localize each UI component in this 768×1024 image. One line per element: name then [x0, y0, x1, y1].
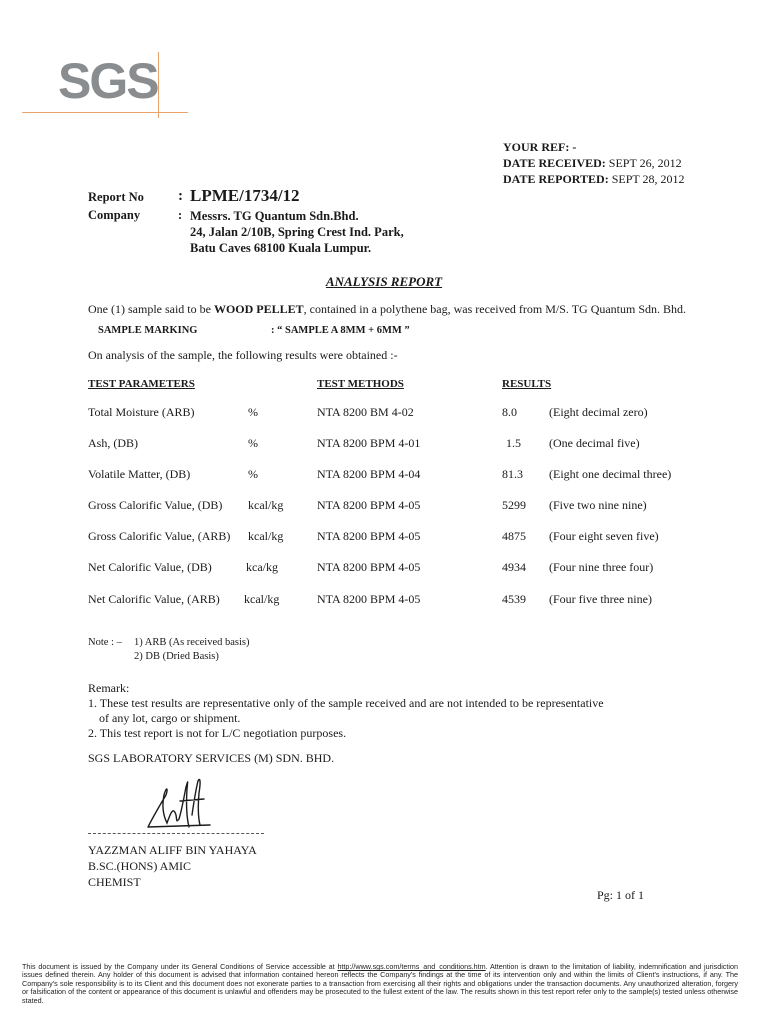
note-line-2: 2) DB (Dried Basis)	[134, 651, 219, 662]
report-no-value: LPME/1734/12	[190, 186, 300, 205]
row-7-param: Net Calorific Value, (ARB)	[88, 592, 220, 606]
remark-label: Remark:	[88, 681, 130, 695]
row-7-method: NTA 8200 BPM 4-05	[317, 592, 421, 606]
row-3-method: NTA 8200 BPM 4-04	[317, 467, 421, 481]
row-4-unit: kcal/kg	[248, 498, 284, 512]
company-address-line-1: 24, Jalan 2/10B, Spring Crest Ind. Park,	[190, 225, 404, 239]
company-address-line-2: Batu Caves 68100 Kuala Lumpur.	[190, 241, 372, 255]
row-6-unit: kca/kg	[246, 560, 278, 574]
row-1-unit: %	[248, 405, 258, 419]
row-6-value: 4934	[502, 560, 526, 574]
your-ref: YOUR REF: -	[503, 140, 577, 154]
signatory-name: YAZZMAN ALIFF BIN YAHAYA	[88, 843, 257, 857]
row-4-value: 5299	[502, 498, 526, 512]
remark-line-2: of any lot, cargo or shipment.	[99, 711, 241, 725]
row-4-words: (Five two nine nine)	[549, 498, 647, 512]
date-received-label: DATE RECEIVED:	[503, 156, 606, 170]
company-address	[190, 208, 404, 256]
row-1-value: 8.0	[502, 405, 517, 419]
row-7-value: 4539	[502, 592, 526, 606]
handwritten-signature	[140, 775, 220, 833]
footer-disclaimer	[22, 963, 738, 1005]
row-3-value: 81.3	[502, 467, 523, 481]
signature-line	[88, 833, 264, 834]
date-reported-value: SEPT 28, 2012	[611, 172, 685, 186]
col-header-test-methods: TEST METHODS	[317, 378, 404, 390]
footer-pre: This document is issued by the Company under its General Conditions of Service accessible at	[22, 962, 338, 971]
row-1-method: NTA 8200 BM 4-02	[317, 405, 414, 419]
intro-sentence	[88, 302, 748, 317]
date-received-value: SEPT 26, 2012	[608, 156, 682, 170]
row-6-method: NTA 8200 BPM 4-05	[317, 560, 421, 574]
row-3-words: (Eight one decimal three)	[549, 467, 672, 481]
company-label: Company	[88, 208, 141, 222]
report-no-label: Report No	[88, 190, 144, 204]
row-2-method: NTA 8200 BPM 4-01	[317, 436, 421, 450]
sample-marking-value: : “ SAMPLE A 8MM + 6MM ”	[271, 325, 410, 336]
note-line-1: 1) ARB (As received basis)	[134, 637, 250, 648]
row-2-unit: %	[248, 436, 258, 450]
report-title: ANALYSIS REPORT	[325, 274, 443, 289]
row-6-words: (Four nine three four)	[549, 560, 654, 574]
signatory-qualification: B.SC.(HONS) AMIC	[88, 859, 192, 873]
col-header-results: RESULTS	[502, 378, 552, 390]
sgs-logo: SGS	[58, 53, 158, 109]
remark-line-3: 2. This test report is not for L/C negotiation purposes.	[88, 726, 347, 740]
row-2-words: (One decimal five)	[549, 436, 640, 450]
row-5-words: (Four eight seven five)	[549, 529, 659, 543]
note-lines	[134, 636, 249, 664]
analysis-sentence: On analysis of the sample, the following results were obtained :-	[88, 348, 398, 362]
date-reported	[503, 171, 685, 187]
sample-marking-label: SAMPLE MARKING	[98, 325, 198, 336]
lab-name: SGS LABORATORY SERVICES (M) SDN. BHD.	[88, 751, 335, 765]
report-no-colon: :	[178, 188, 183, 204]
signatory-role: CHEMIST	[88, 875, 141, 889]
intro-pre: One (1) sample said to be	[88, 302, 214, 316]
row-4-param: Gross Calorific Value, (DB)	[88, 498, 223, 512]
col-header-test-parameters: TEST PARAMETERS	[88, 378, 195, 390]
row-6-param: Net Calorific Value, (DB)	[88, 560, 212, 574]
row-5-method: NTA 8200 BPM 4-05	[317, 529, 421, 543]
date-reported-label: DATE REPORTED:	[503, 172, 609, 186]
page-indicator: Pg: 1 of 1	[597, 888, 645, 902]
row-5-value: 4875	[502, 529, 526, 543]
date-received	[503, 155, 685, 171]
footer-terms-link[interactable]: http://www.sgs.com/terms_and_conditions.htm	[337, 962, 486, 971]
footer-post: . Attention is drawn to the limitation of liability, indemnification and jurisdiction issues defined therein. Any holder of this document is advised that information contained hereon reflects the Company's findings at the time of its intervention only and within the limits of Client's instructions, if any. The Company's sole responsibility is to its Client and this document does not exonerate parties to a transaction from exercising all their rights and obligations under the transaction documents. Any unauthorized alteration, forgery or falsification of the content or appearance of this document is unlawful and offenders may be prosecuted to the fullest extent of the law. The results shown in this test report refer only to the sample(s) tested unless otherwise stated.	[22, 962, 738, 1005]
row-1-param: Total Moisture (ARB)	[88, 405, 195, 419]
row-5-unit: kcal/kg	[248, 529, 284, 543]
remark-block	[88, 681, 738, 741]
remark-line-1: 1. These test results are representative only of the sample received and are not intended to be representative	[88, 696, 604, 710]
company-name: Messrs. TG Quantum Sdn.Bhd.	[190, 209, 359, 223]
row-1-words: (Eight decimal zero)	[549, 405, 648, 419]
signatory-block	[88, 842, 257, 890]
company-colon: :	[178, 208, 183, 222]
reference-block	[503, 139, 685, 187]
row-4-method: NTA 8200 BPM 4-05	[317, 498, 421, 512]
row-3-unit: %	[248, 467, 258, 481]
note-label: Note : –	[88, 637, 122, 648]
row-3-param: Volatile Matter, (DB)	[88, 467, 191, 481]
row-7-words: (Four five three nine)	[549, 592, 652, 606]
intro-post: , contained in a polythene bag, was received from M/S. TG Quantum Sdn. Bhd.	[303, 302, 687, 316]
row-2-param: Ash, (DB)	[88, 436, 138, 450]
intro-sample-type: WOOD PELLET	[213, 302, 304, 316]
row-7-unit: kcal/kg	[244, 592, 280, 606]
logo-rule-vertical	[158, 52, 159, 118]
logo-rule-horizontal	[22, 112, 188, 113]
row-5-param: Gross Calorific Value, (ARB)	[88, 529, 231, 543]
row-2-value: 1.5	[506, 436, 521, 450]
